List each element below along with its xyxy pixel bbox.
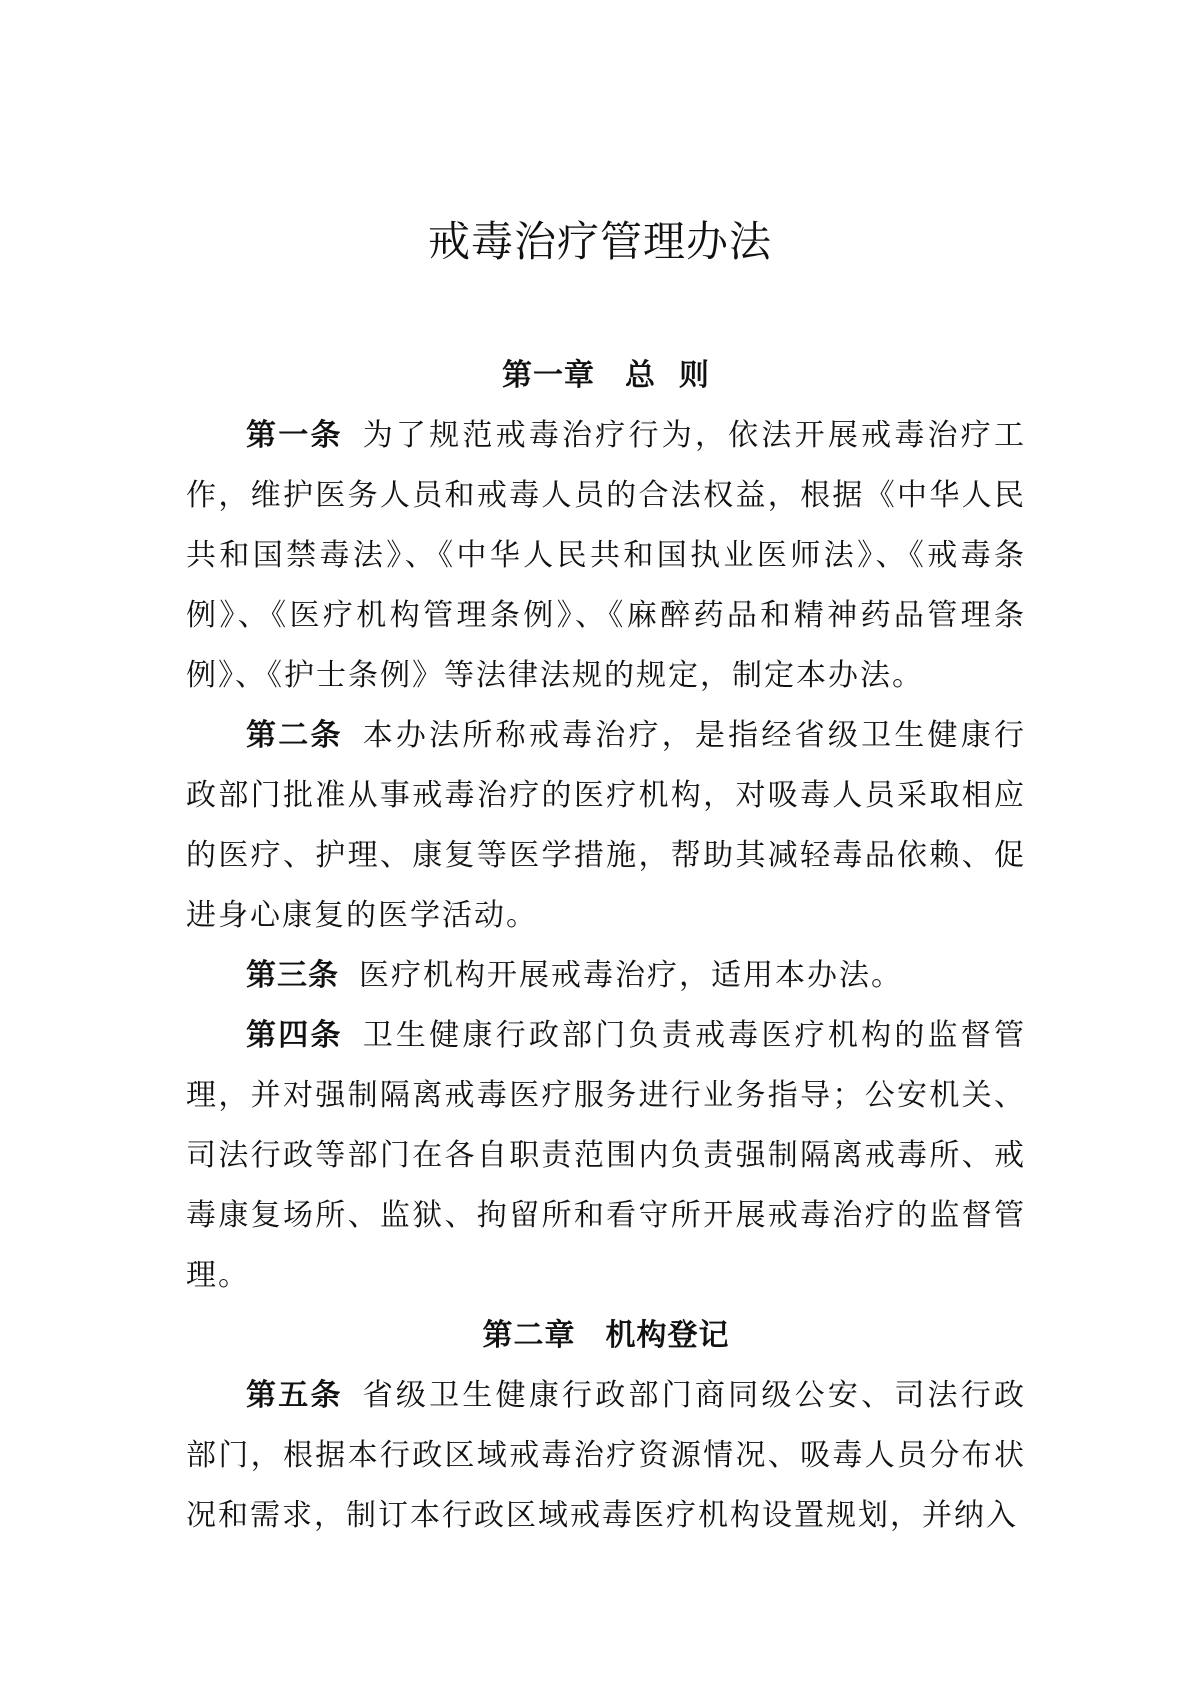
article-text: 省级卫生健康行政部门商同级公安、司法行政部门，根据本行政区域戒毒治疗资源情况、吸毒人员分布状况和需求，制订本行政区域戒毒医疗机构设置规划，并纳入	[186, 1378, 1027, 1533]
article-text: 为了规范戒毒治疗行为，依法开展戒毒治疗工作，维护医务人员和戒毒人员的合法权益，根据《中华人民共和国禁毒法》、《中华人民共和国执业医师法》、《戒毒条例》、《医疗机构管理条例》、《麻醉药品和精神药品管理条例》、《护士条例》等法律法规的规定，制定本办法。	[186, 418, 1027, 693]
chapter-name: 总 则	[625, 358, 710, 393]
document-body	[186, 346, 1026, 1546]
article-text: 本办法所称戒毒治疗，是指经省级卫生健康行政部门批准从事戒毒治疗的医疗机构，对吸毒人员采取相应的医疗、护理、康复等医学措施，帮助其减轻毒品依赖、促进身心康复的医学活动。	[186, 718, 1027, 933]
document-title: 戒毒治疗管理办法	[427, 217, 772, 266]
article-text: 卫生健康行政部门负责戒毒医疗机构的监督管理，并对强制隔离戒毒医疗服务进行业务指导；公安机关、司法行政等部门在各自职责范围内负责强制隔离戒毒所、戒毒康复场所、监狱、拘留所和看守所开展戒毒治疗的监督管理。	[186, 1018, 1027, 1293]
article-3	[186, 946, 1026, 1006]
chapter-number: 第一章	[502, 358, 596, 393]
chapter-name: 机构登记	[605, 1318, 730, 1353]
article-label: 第三条	[246, 958, 339, 993]
article-label: 第二条	[246, 718, 343, 753]
article-label: 第一条	[246, 418, 343, 453]
article-4	[186, 1006, 1026, 1306]
article-2	[186, 706, 1026, 946]
article-label: 第五条	[246, 1378, 343, 1413]
chapter-heading-2	[186, 1306, 1026, 1366]
article-1	[186, 406, 1026, 706]
chapter-heading-1	[186, 346, 1026, 406]
article-label: 第四条	[246, 1018, 343, 1053]
article-5	[186, 1366, 1026, 1546]
chapter-number: 第二章	[482, 1318, 576, 1353]
article-text: 医疗机构开展戒毒治疗，适用本办法。	[359, 958, 903, 993]
